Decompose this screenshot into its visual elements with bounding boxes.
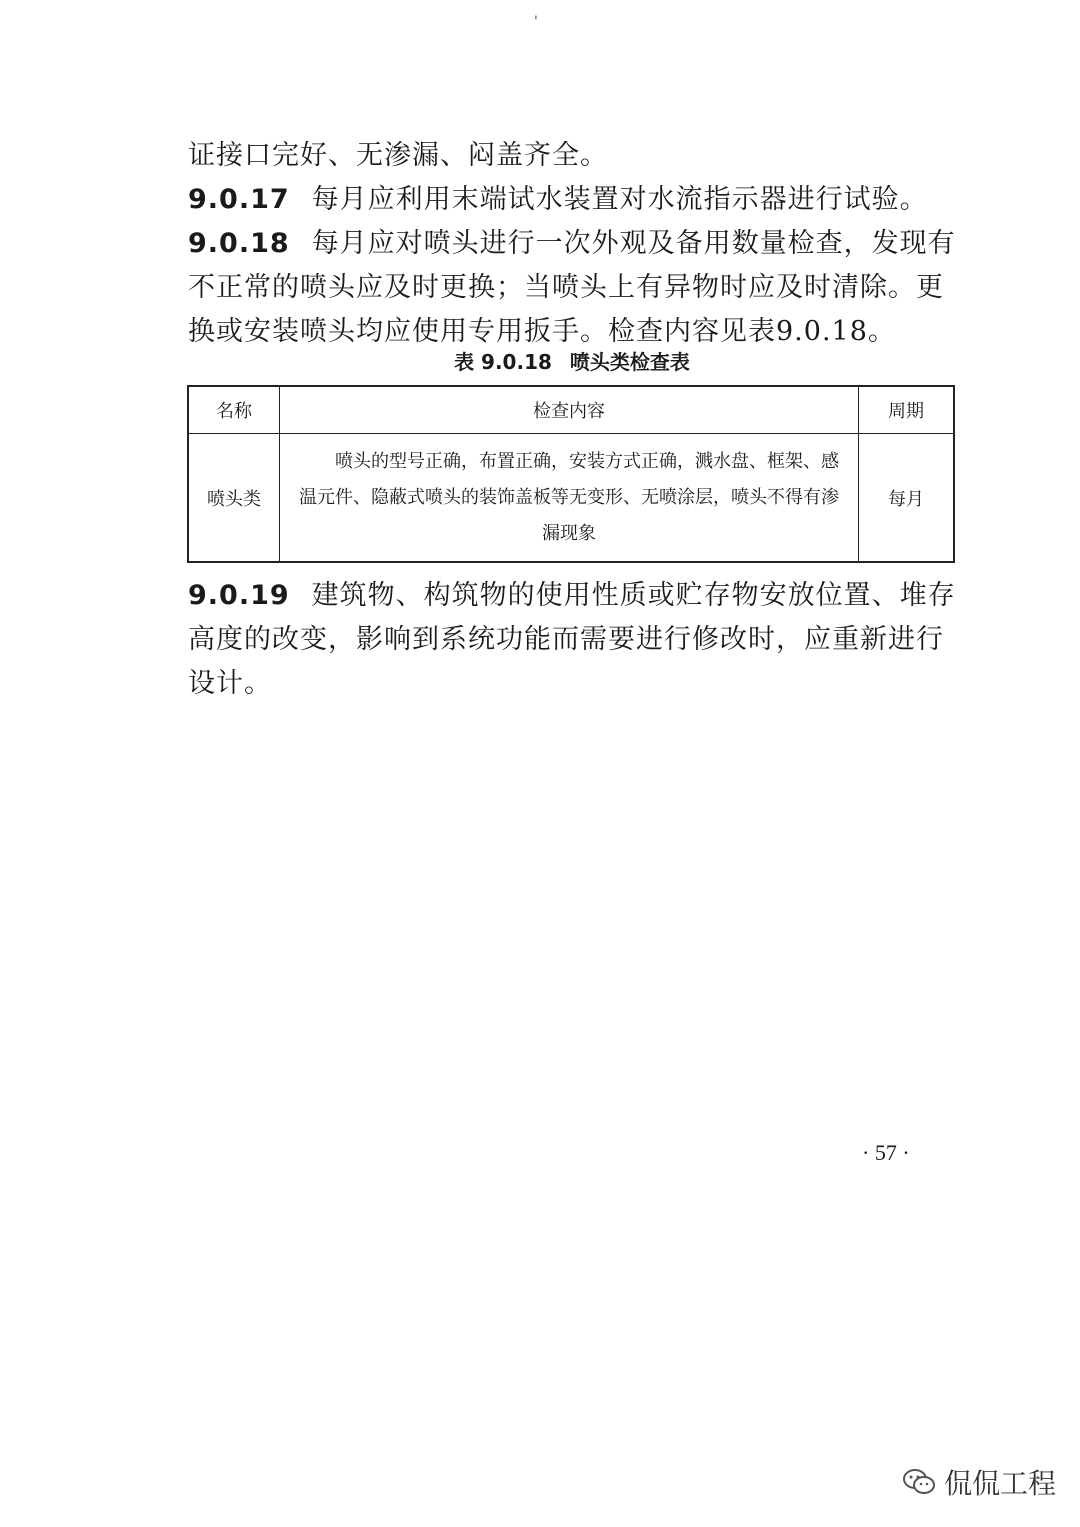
clause-number: 9.0.19 xyxy=(188,580,290,611)
table-header-row xyxy=(188,386,954,434)
top-mark: ' xyxy=(534,14,538,30)
clause-number: 9.0.17 xyxy=(188,184,290,215)
paragraph-continuation: 证接口完好、无渗漏、闷盖齐全。 xyxy=(188,140,608,171)
clause-9-0-19 xyxy=(188,574,956,706)
page-number: · 57 · xyxy=(862,1140,910,1165)
header-content: 检查内容 xyxy=(280,386,859,434)
watermark-text: 侃侃工程 xyxy=(944,1467,1057,1500)
table-caption xyxy=(188,346,956,375)
clause-number: 9.0.18 xyxy=(188,228,290,259)
wechat-icon xyxy=(902,1467,936,1497)
clause-text: 每月应对喷头进行一次外观及备用数量检查，发现有不正常的喷头应及时更换；当喷头上有异物时应及时清除。更换或安装喷头均应使用专用扳手。检查内容见表9.0.18。 xyxy=(188,228,956,347)
clause-text: 建筑物、构筑物的使用性质或贮存物安放位置、堆存高度的改变，影响到系统功能而需要进行修改时，应重新进行设计。 xyxy=(188,580,956,699)
inspection-table xyxy=(187,385,955,563)
cell-name: 喷头类 xyxy=(188,434,280,563)
watermark xyxy=(902,1462,1056,1502)
table-caption-number: 表 9.0.18 xyxy=(454,350,552,374)
clause-text: 每月应利用末端试水装置对水流指示器进行试验。 xyxy=(311,184,928,215)
table-caption-title: 喷头类检查表 xyxy=(569,350,690,374)
header-name: 名称 xyxy=(188,386,280,434)
clause-9-0-18 xyxy=(188,222,956,354)
table-row xyxy=(188,434,954,563)
cell-period: 每月 xyxy=(859,434,955,563)
cell-content: 喷头的型号正确，布置正确，安装方式正确，溅水盘、框架、感温元件、隐蔽式喷头的装饰盖板等无变形、无喷涂层，喷头不得有渗漏现象 xyxy=(280,434,859,563)
header-period: 周期 xyxy=(859,386,955,434)
clause-9-0-17 xyxy=(188,178,956,222)
